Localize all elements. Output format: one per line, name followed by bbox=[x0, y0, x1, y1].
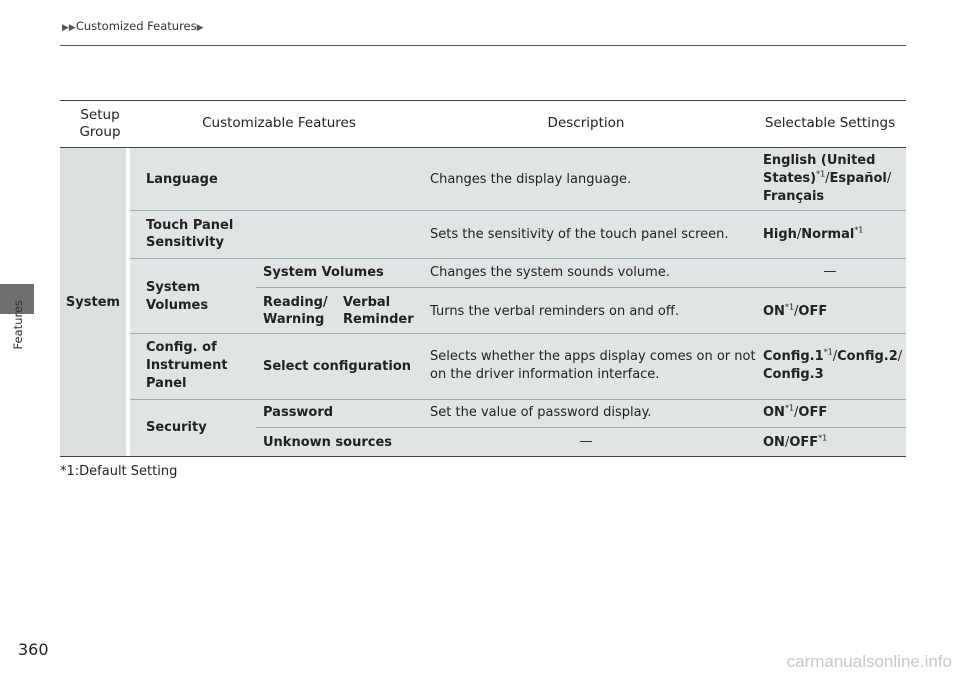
description-unknown-sources: — bbox=[579, 434, 593, 449]
breadcrumb bbox=[62, 19, 204, 33]
breadcrumb-arrows-icon: ▶▶ bbox=[62, 23, 76, 33]
settings-language bbox=[763, 152, 891, 206]
header-customizable-features: Customizable Features bbox=[202, 115, 356, 132]
group-cell-system: System bbox=[60, 148, 126, 456]
subfeature-verbal-reminder: Verbal Reminder bbox=[343, 295, 414, 327]
description-system-volumes: Changes the system sounds volume. bbox=[430, 265, 670, 280]
row-separator bbox=[130, 258, 906, 259]
header-setup-group-line1: Setup bbox=[80, 107, 120, 124]
table-bottom-rule bbox=[60, 456, 906, 457]
feature-security: Security bbox=[146, 420, 207, 435]
row-separator bbox=[130, 333, 906, 334]
subfeature-select-configuration: Select configuration bbox=[263, 359, 412, 374]
header-rule bbox=[60, 45, 906, 46]
description-verbal-reminder: Turns the verbal reminders on and off. bbox=[430, 304, 679, 319]
row-separator bbox=[256, 427, 906, 428]
footnote-default-setting: *1:Default Setting bbox=[60, 464, 178, 479]
row-separator bbox=[130, 210, 906, 211]
settings-language-line1: English (United bbox=[763, 153, 876, 168]
description-password: Set the value of password display. bbox=[430, 405, 652, 420]
settings-language-line2: States)$^{*1}$/Español/ bbox=[763, 169, 892, 186]
settings-unknown-sources: ON/OFF$^{*1}$ bbox=[763, 433, 828, 450]
feature-language: Language bbox=[146, 172, 218, 187]
description-touch-panel-sensitivity: Sets the sensitivity of the touch panel screen. bbox=[430, 227, 729, 242]
settings-language-line3: Français bbox=[763, 189, 825, 204]
subfeature-reading-warning: Reading/ Warning bbox=[263, 295, 328, 327]
settings-select-configuration: Config.1$^{*1}$/Config.2/ Config.3 bbox=[763, 347, 903, 382]
subfeature-system-volumes: System Volumes bbox=[263, 265, 384, 280]
header-selectable-settings: Selectable Settings bbox=[764, 115, 896, 132]
breadcrumb-trail-arrow-icon: ▶ bbox=[196, 23, 204, 33]
subfeature-unknown-sources: Unknown sources bbox=[263, 435, 393, 450]
settings-touch-panel-sensitivity: High/Normal$^{*1}$ bbox=[763, 225, 864, 242]
section-side-label: Features bbox=[11, 300, 25, 350]
feature-system-volumes: System Volumes bbox=[146, 280, 209, 313]
page-number: 360 bbox=[18, 640, 49, 659]
header-setup-group bbox=[60, 100, 140, 147]
feature-touch-panel-sensitivity: Touch Panel Sensitivity bbox=[146, 218, 234, 250]
settings-password: ON$^{*1}$/OFF bbox=[763, 403, 828, 420]
column-separator bbox=[126, 148, 130, 456]
settings-verbal-reminder: ON$^{*1}$/OFF bbox=[763, 302, 828, 319]
description-language: Changes the display language. bbox=[430, 172, 632, 187]
row-separator bbox=[256, 287, 906, 288]
feature-config-instrument-panel: Config. of Instrument Panel bbox=[146, 340, 228, 391]
description-select-configuration: Selects whether the apps display comes on or not on the driver information interface. bbox=[430, 349, 756, 382]
subfeature-password: Password bbox=[263, 405, 334, 420]
watermark: carmanualsonline.info bbox=[786, 652, 952, 671]
header-setup-group-line2: Group bbox=[79, 123, 121, 140]
row-separator bbox=[130, 399, 906, 400]
breadcrumb-title[interactable]: Customized Features bbox=[75, 19, 197, 33]
settings-system-volumes: — bbox=[823, 264, 837, 279]
header-description: Description bbox=[547, 115, 625, 132]
